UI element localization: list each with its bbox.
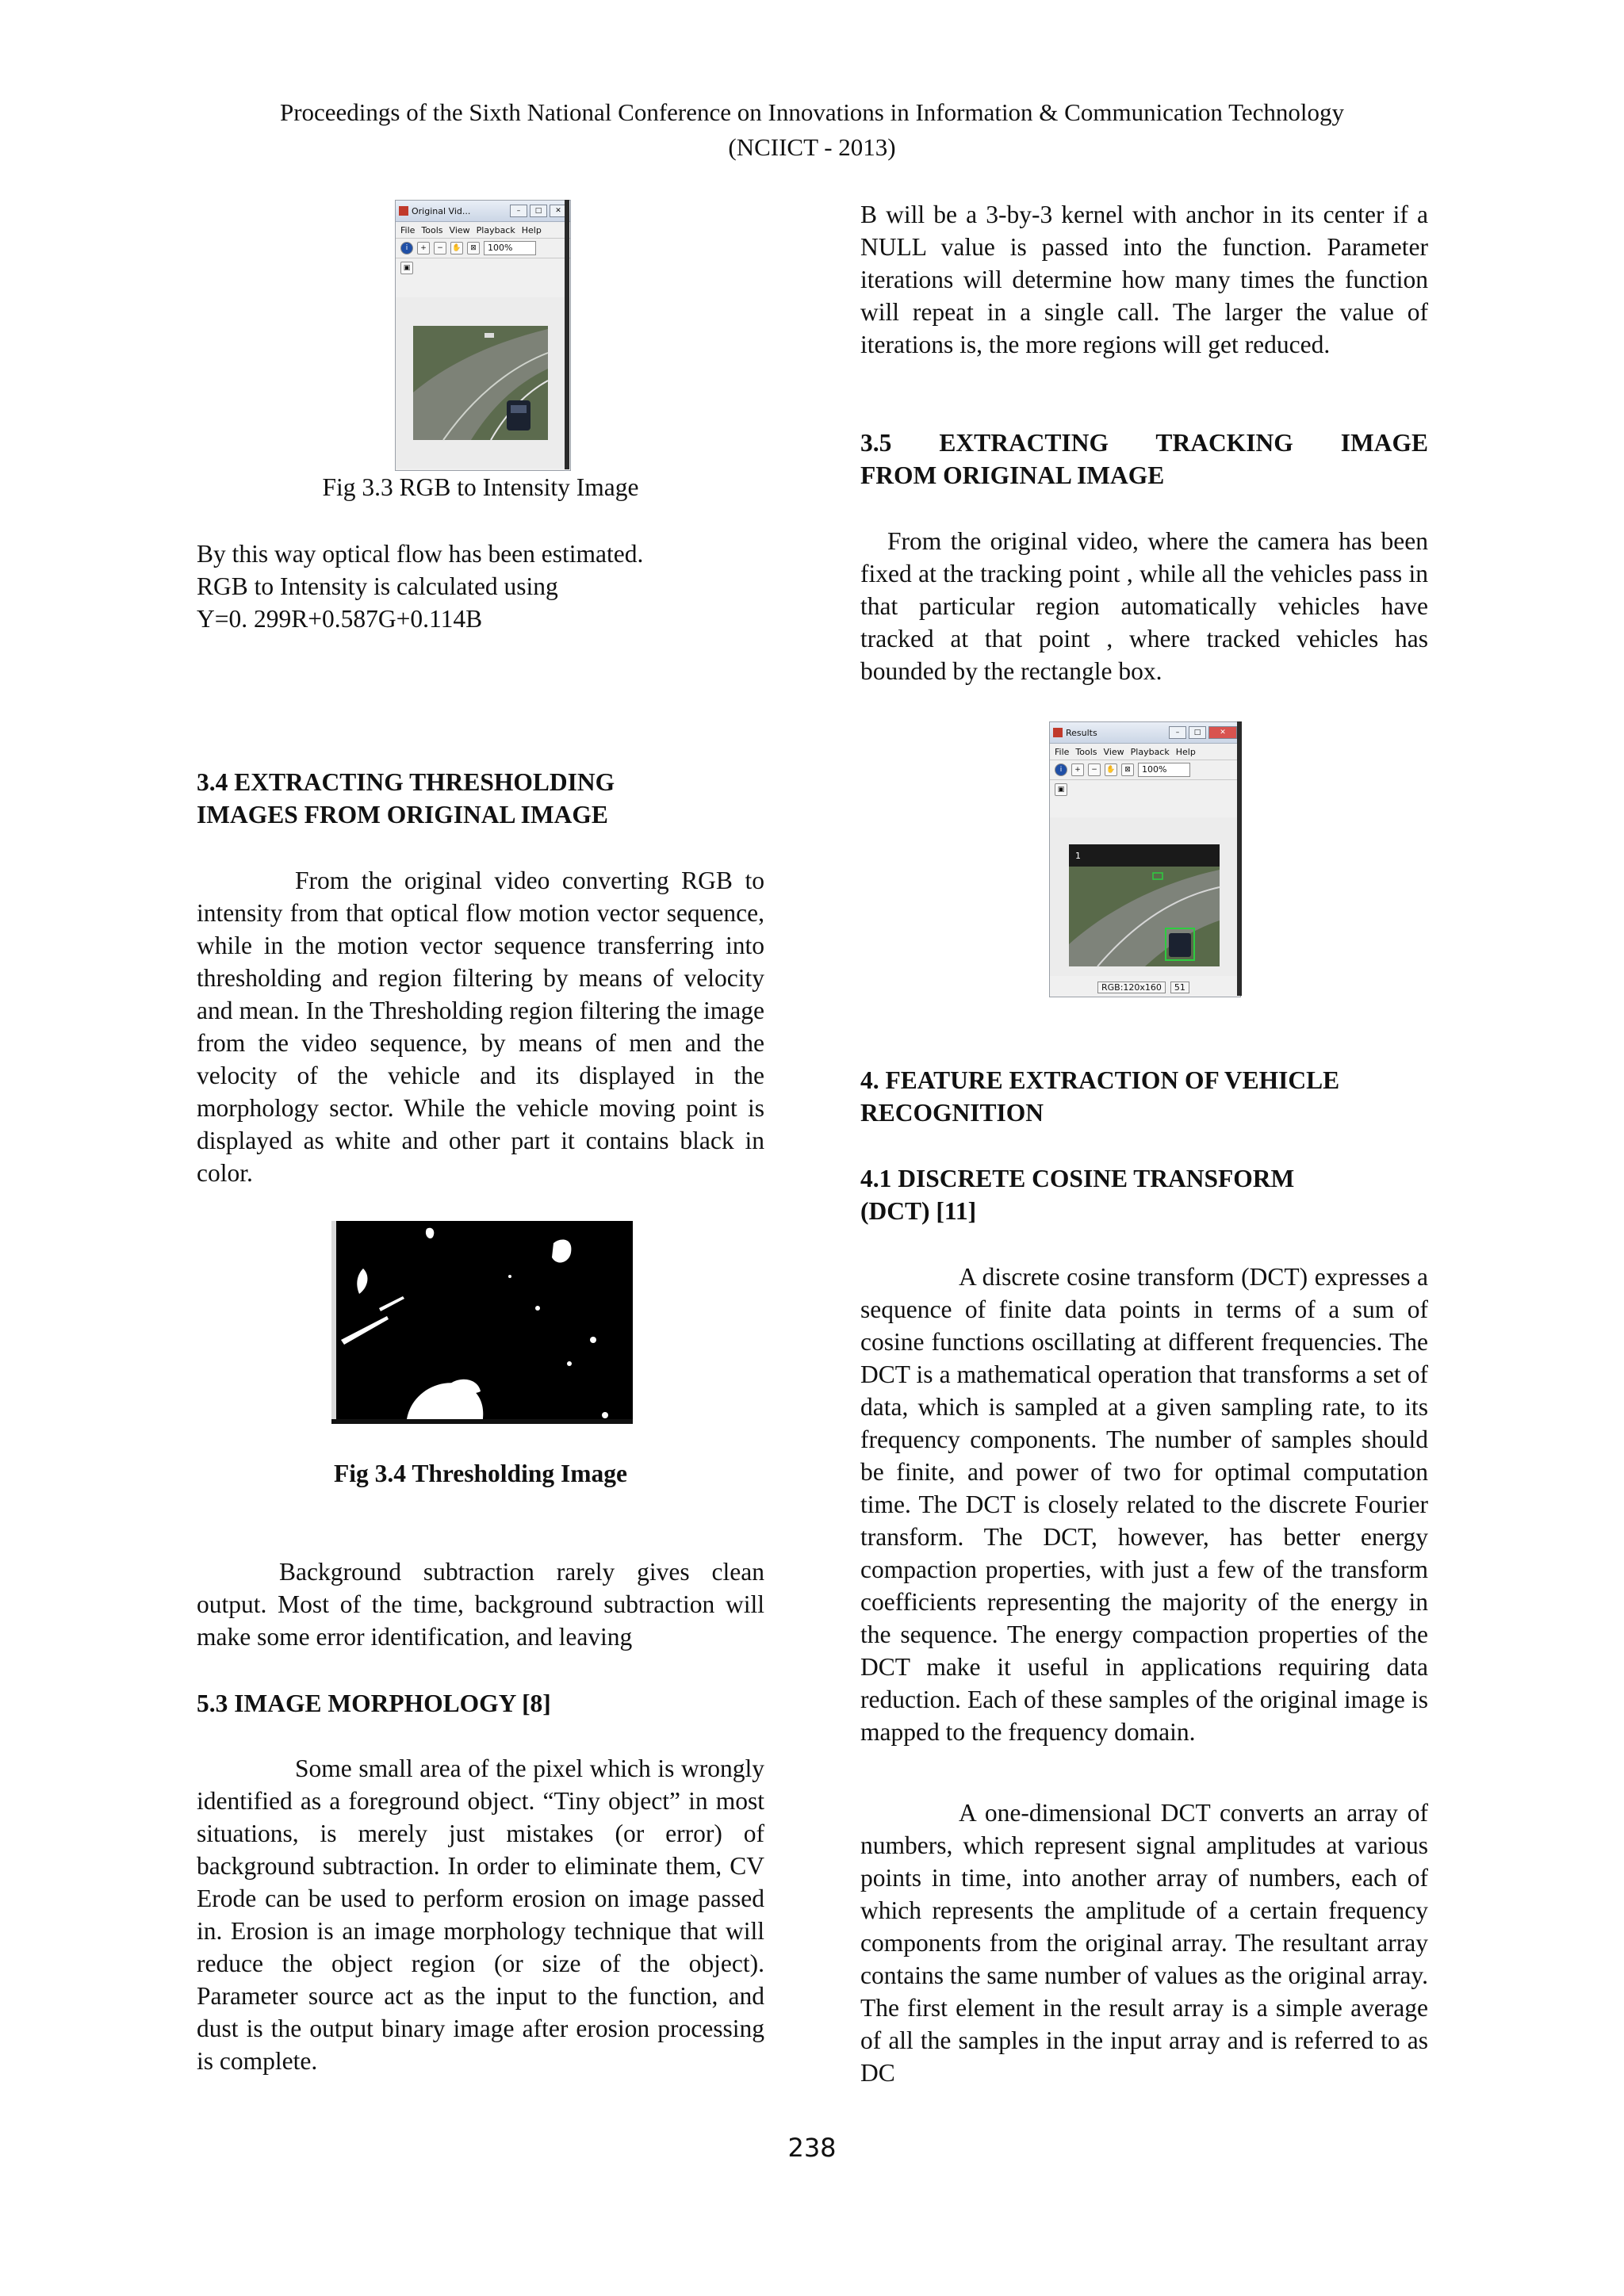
results-titlebar (1050, 722, 1240, 744)
close-icon[interactable]: ✕ (550, 205, 567, 217)
snapshot-icon[interactable]: ▣ (400, 262, 413, 274)
info-icon[interactable]: i (400, 242, 413, 254)
menu-tools[interactable]: Tools (421, 224, 443, 235)
fig-3-4-threshold-image (331, 1221, 633, 1424)
window-titlebar (396, 201, 570, 222)
fit-icon[interactable]: ⊠ (1121, 763, 1134, 776)
menu-help[interactable]: Help (1175, 746, 1196, 757)
zoom-in-icon[interactable]: + (1071, 763, 1084, 776)
tracked-road-image (1050, 817, 1239, 976)
window-title: Original Vid... (412, 205, 471, 216)
left-paragraph-4: Some small area of the pixel which is wrongly identified as a foreground object. “Tiny object” in most situations, is merely just mistakes (or error) of background subtraction. In order to eliminate them, CV Erode can be used to perform erosion on image passed in. Erosion is an image morphology technique that will reduce the object region (or size of the object). Parameter source act as the input to the function, and dust is the output binary image after erosion processing is complete. (197, 1755, 764, 2075)
results-toolbar (1050, 760, 1240, 780)
matlab-icon (1053, 728, 1063, 737)
heading-3-5-line-2: FROM ORIGINAL IMAGE (860, 461, 1165, 489)
menu-tools[interactable]: Tools (1075, 746, 1097, 757)
heading-3-4-line-1: 3.4 EXTRACTING THRESHOLDING (197, 768, 615, 796)
results-window-shadow (1237, 721, 1242, 996)
heading-4-line-1: 4. FEATURE EXTRACTION OF VEHICLE (860, 1066, 1340, 1094)
window-shadow (565, 200, 569, 469)
header-line-1: Proceedings of the Sixth National Conference on Innovations in Information & Communication Technology (279, 98, 1345, 126)
menu-playback[interactable]: Playback (1130, 746, 1170, 757)
fig-3-3-caption: Fig 3.3 RGB to Intensity Image (322, 473, 639, 501)
track-count-label: 1 (1075, 851, 1081, 861)
left-paragraph-1 (197, 538, 764, 635)
page-number: 238 (787, 2133, 837, 2163)
heading-3-5-line-1: 3.5 EXTRACTING TRACKING IMAGE (860, 429, 1428, 457)
window-toolbar (396, 239, 570, 258)
fit-icon[interactable]: ⊠ (467, 242, 480, 254)
right-paragraph-2: From the original video, where the camera has been fixed at the tracking point , while all the vehicles pass in that particular region automatically vehicles have tracked at that point , where tracked vehicles has bounded by the rectangle box. (860, 527, 1428, 685)
left-paragraph-2: From the original video converting RGB to intensity from that optical flow motion vector sequence, while in the motion vector sequence transferring into thresholding and region filtering by means of velocity and mean. In the Thresholding region filtering the image from the video sequence, by means of men and the velocity of the vehicle and its displayed in the morphology sector. While the vehicle moving point is displayed as white and other part it contains black in color. (197, 867, 764, 1187)
status-frame: 51 (1170, 982, 1189, 993)
menu-view[interactable]: View (1103, 746, 1124, 757)
heading-4 (860, 1064, 1428, 1129)
results-statusbar (1097, 982, 1189, 993)
results-video-frame (1050, 817, 1240, 976)
zoom-out-icon[interactable]: − (434, 242, 446, 254)
results-menubar (1050, 744, 1240, 760)
header-line-2: (NCIICT - 2013) (728, 133, 896, 161)
heading-3-5 (860, 427, 1428, 492)
pan-icon[interactable]: ✋ (450, 242, 463, 254)
heading-3-4-line-2: IMAGES FROM ORIGINAL IMAGE (197, 801, 608, 828)
zoom-out-icon[interactable]: − (1088, 763, 1101, 776)
status-size: RGB:120x160 (1097, 982, 1166, 993)
info-icon[interactable]: i (1055, 763, 1067, 776)
p1-line-2: RGB to Intensity is calculated using (197, 572, 558, 600)
heading-4-1-line-2: (DCT) [11] (860, 1197, 977, 1225)
menu-file[interactable]: File (1055, 746, 1070, 757)
results-window-title: Results (1066, 727, 1097, 738)
heading-5-3: 5.3 IMAGE MORPHOLOGY [8] (197, 1689, 551, 1717)
running-header (0, 95, 1624, 165)
video-frame (396, 297, 570, 469)
matlab-icon (399, 206, 408, 216)
fig-3-3-window (395, 200, 571, 471)
menu-help[interactable]: Help (521, 224, 542, 235)
maximize-icon[interactable]: □ (530, 205, 547, 217)
menu-playback[interactable]: Playback (476, 224, 515, 235)
zoom-field[interactable]: 100% (1138, 763, 1190, 777)
heading-3-4 (197, 766, 764, 831)
zoom-in-icon[interactable]: + (417, 242, 430, 254)
right-paragraph-3: A discrete cosine transform (DCT) expresses a sequence of finite data points in terms of a sum of cosine functions oscillating at different frequencies. The DCT is a mathematical operation that transforms a set of data, which is sampled at a given sampling rate, to its frequency components. The number of samples should be finite, and power of two for optimal computation time. The DCT is closely related to the discrete Fourier transform. The DCT, however, has better energy compaction properties, with just a few of the transform coefficients representing the majority of the energy in the sequence. The energy compaction properties of the DCT make it useful in applications requiring data reduction. Each of these samples of the original image is mapped to the frequency domain. (860, 1263, 1428, 1746)
right-paragraph-1: B will be a 3-by-3 kernel with anchor in its center if a NULL value is passed into the function. Parameter iterations will determine how many times the function will repeat in a single call. The larger the value of iterations is, the more regions will get reduced. (860, 201, 1428, 358)
minimize-icon[interactable]: – (1169, 726, 1186, 739)
results-window (1049, 721, 1241, 997)
results-toolbar-2 (1050, 780, 1240, 799)
menu-view[interactable]: View (449, 224, 470, 235)
p1-line-1: By this way optical flow has been estimated. (197, 540, 644, 568)
menu-file[interactable]: File (400, 224, 416, 235)
pan-icon[interactable]: ✋ (1105, 763, 1117, 776)
left-paragraph-3: Background subtraction rarely gives clean output. Most of the time, background subtraction will make some error identification, and leaving (197, 1558, 764, 1651)
heading-4-line-2: RECOGNITION (860, 1099, 1044, 1127)
minimize-icon[interactable]: – (510, 205, 527, 217)
snapshot-icon[interactable]: ▣ (1055, 783, 1067, 796)
zoom-field[interactable]: 100% (484, 241, 536, 255)
fig-3-4-caption: Fig 3.4 Thresholding Image (334, 1460, 627, 1487)
close-icon[interactable]: ✕ (1208, 726, 1237, 739)
threshold-image (331, 1221, 633, 1424)
p1-line-3: Y=0. 299R+0.587G+0.114B (197, 605, 483, 633)
right-paragraph-4: A one-dimensional DCT converts an array of numbers, which represent signal amplitudes at various points in time, into another array of numbers, each of which represents the amplitude of a certain frequency components from the original array. The resultant array contains the same number of values as the original array. The first element in the result array is a simple average of all the samples in the input array and is referred to as DC (860, 1799, 1428, 2087)
road-frame-image (396, 297, 569, 469)
window-menubar (396, 222, 570, 239)
heading-4-1-line-1: 4.1 DISCRETE COSINE TRANSFORM (860, 1165, 1295, 1192)
heading-4-1 (860, 1162, 1428, 1227)
maximize-icon[interactable]: □ (1189, 726, 1206, 739)
window-toolbar-2 (396, 258, 570, 277)
